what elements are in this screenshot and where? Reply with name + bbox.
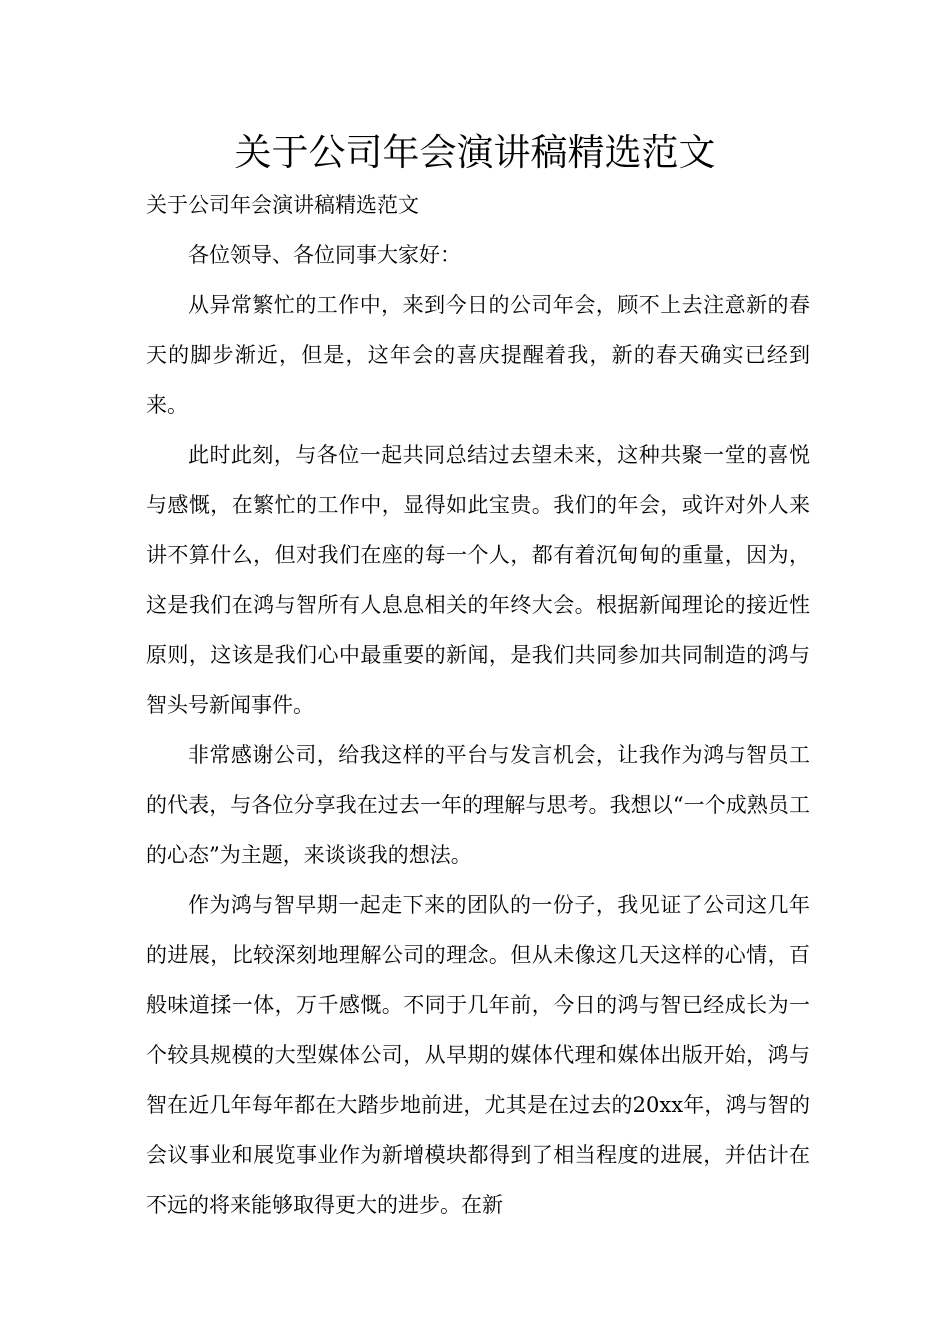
- greeting-paragraph: 各位领导、各位同事大家好：: [188, 243, 461, 267]
- body-paragraph: 此时此刻，与各位一起共同总结过去望未来，这种共聚一堂的喜悦与感慨，在繁忙的工作中，显得如此宝贵。我们的年会，或许对外人来讲不算什么，但对我们在座的每一个人，都有着沉甸甸的重量，因为，这是我们在鸿与智所有人息息相关的年终大会。根据新闻理论的接近性原则，这该是我们心中最重要的新闻，是我们共同参加共同制造的鸿与智头号新闻事件。: [146, 443, 810, 717]
- body-paragraph: 作为鸿与智早期一起走下来的团队的一份子，我见证了公司这几年的进展，比较深刻地理解公司的理念。但从未像这几天这样的心情，百般味道揉一体，万千感慨。不同于几年前，今日的鸿与智已经成长为一个较具规模的大型媒体公司，从早期的媒体代理和媒体出版开始，鸿与智在近几年每年都在大踏步地前进，尤其是在过去的20xx年，鸿与智的会议事业和展览事业作为新增模块都得到了相当程度的进展，并估计在不远的将来能够取得更大的进步。在新: [146, 893, 810, 1217]
- body-paragraph: 非常感谢公司，给我这样的平台与发言机会，让我作为鸿与智员工的代表，与各位分享我在过去一年的理解与思考。我想以“一个成熟员工的心态”为主题，来谈谈我的想法。: [146, 743, 810, 867]
- document-title: 关于公司年会演讲稿精选范文: [234, 131, 716, 174]
- document-body: [146, 180, 810, 1230]
- body-paragraph: 从异常繁忙的工作中，来到今日的公司年会，顾不上去注意新的春天的脚步渐近，但是，这年会的喜庆提醒着我，新的春天确实已经到来。: [146, 293, 810, 417]
- document-subtitle: 关于公司年会演讲稿精选范文: [146, 193, 419, 217]
